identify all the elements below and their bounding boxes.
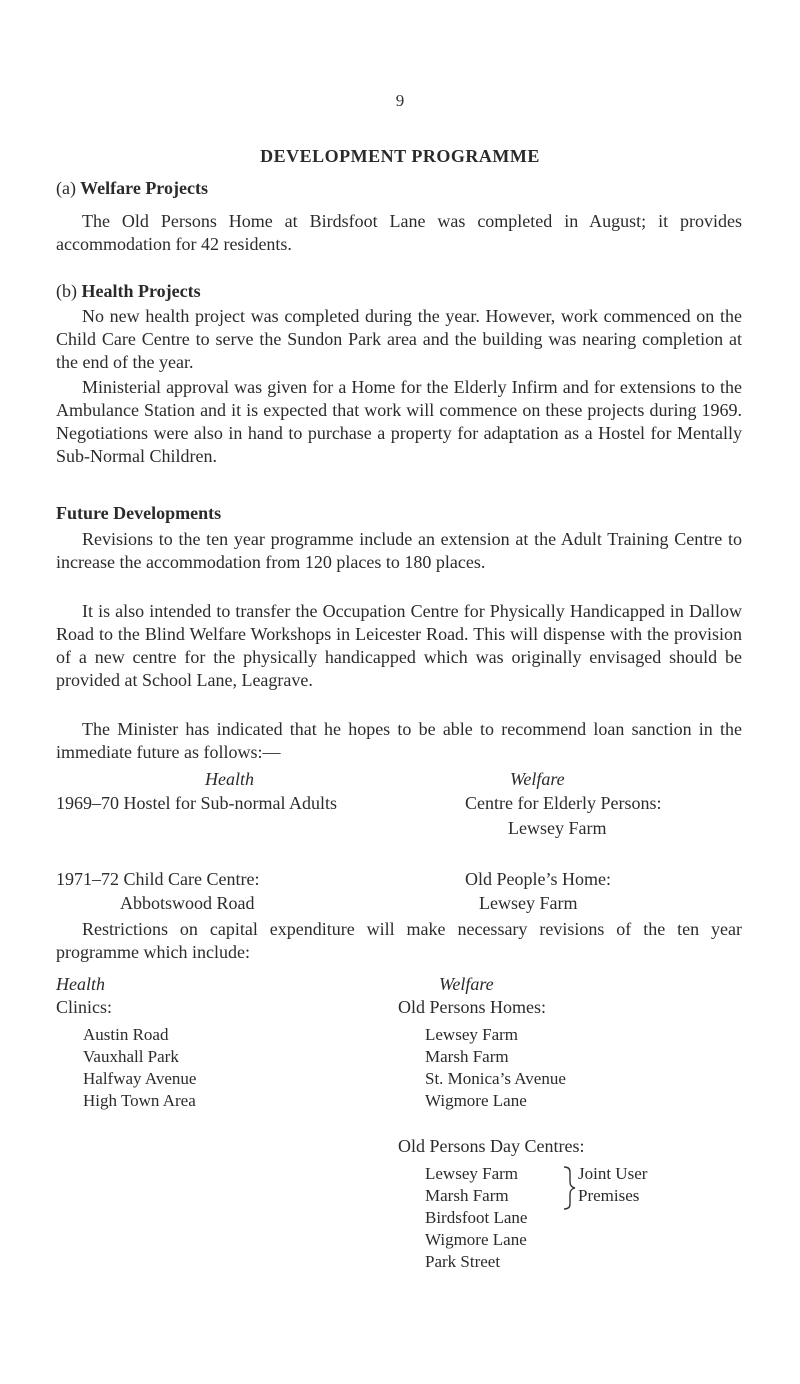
old-persons-home-item: Marsh Farm: [425, 1047, 509, 1066]
loan-row2-health-line2: Abbotswood Road: [120, 893, 255, 913]
loan-row1-welfare-line2: Lewsey Farm: [508, 818, 607, 838]
section-heading-text: Welfare Projects: [80, 178, 208, 198]
old-persons-homes-label: Old Persons Homes:: [398, 997, 546, 1017]
health-projects-paragraph-1: No new health project was completed during the year. However, work commenced on the Child Care Centre to serve the Sundon Park area and the building was nearing completion at the end of the year.: [56, 306, 742, 372]
loan-row2-welfare-line1: Old People’s Home:: [465, 869, 611, 889]
loan-health-header: Health: [205, 769, 254, 789]
clinics-label: Clinics:: [56, 997, 113, 1017]
restrictions-welfare-header: Welfare: [439, 974, 494, 994]
health-projects-paragraph-2: Ministerial approval was given for a Home for the Elderly Infirm and for extensions to the Ambulance Station and it is expected that work will commence on these projects during 1969. Negotiations were also in hand to purchase a property for adaptation as a Hostel for Mentally Sub-Normal Children.: [56, 377, 742, 466]
welfare-projects-heading: [56, 178, 208, 199]
day-centre-item: Birdsfoot Lane: [425, 1208, 528, 1227]
loan-row1-welfare-line1: Centre for Elderly Persons:: [465, 793, 662, 813]
loan-row2-health-line1: 1971–72 Child Care Centre:: [56, 869, 260, 889]
old-persons-home-item: St. Monica’s Avenue: [425, 1069, 566, 1088]
future-developments-paragraph-1: Revisions to the ten year programme include an extension at the Adult Training Centre to increase the accommodation from 120 places to 180 places.: [56, 529, 742, 572]
clinic-item: High Town Area: [83, 1091, 196, 1110]
old-persons-home-item: Lewsey Farm: [425, 1025, 519, 1044]
day-centre-item: Marsh Farm: [425, 1186, 509, 1205]
section-label: (a): [56, 178, 76, 198]
day-centre-item: Park Street: [425, 1252, 501, 1271]
section-label: (b): [56, 281, 77, 301]
welfare-projects-paragraph: The Old Persons Home at Birdsfoot Lane was completed in August; it provides accommodation for 42 residents.: [56, 211, 742, 254]
future-developments-paragraph-2: It is also intended to transfer the Occupation Centre for Physically Handicapped in Dallow Road to the Blind Welfare Workshops in Leicester Road. This will dispense with the provision of a new centre for the physically handicapped which was originally envisaged should be provided at School Lane, Leagrave.: [56, 601, 742, 690]
clinic-item: Austin Road: [83, 1025, 169, 1044]
clinic-item: Halfway Avenue: [83, 1069, 197, 1088]
old-persons-home-item: Wigmore Lane: [425, 1091, 527, 1110]
joint-user-line-2: Premises: [578, 1186, 640, 1205]
day-centre-item: Lewsey Farm: [425, 1164, 519, 1183]
page-number: 9: [395, 91, 405, 110]
clinic-item: Vauxhall Park: [83, 1047, 179, 1066]
future-developments-paragraph-3: The Minister has indicated that he hopes to be able to recommend loan sanction in the immediate future as follows:—: [56, 719, 742, 762]
joint-user-line-1: Joint User: [578, 1164, 648, 1183]
section-heading-text: Health Projects: [81, 281, 201, 301]
loan-welfare-header: Welfare: [510, 769, 565, 789]
loan-row2-welfare-line2: Lewsey Farm: [479, 893, 578, 913]
health-projects-heading: [56, 281, 201, 302]
restrictions-paragraph: Restrictions on capital expenditure will make necessary revisions of the ten year programme which include:: [56, 919, 742, 962]
future-developments-heading: Future Developments: [56, 503, 222, 523]
page-title: DEVELOPMENT PROGRAMME: [260, 146, 540, 166]
loan-row1-health: 1969–70 Hostel for Sub-normal Adults: [56, 793, 337, 813]
day-centre-item: Wigmore Lane: [425, 1230, 527, 1249]
day-centres-label: Old Persons Day Centres:: [398, 1136, 585, 1156]
right-brace-icon: [562, 1166, 576, 1210]
restrictions-health-header: Health: [56, 974, 105, 994]
